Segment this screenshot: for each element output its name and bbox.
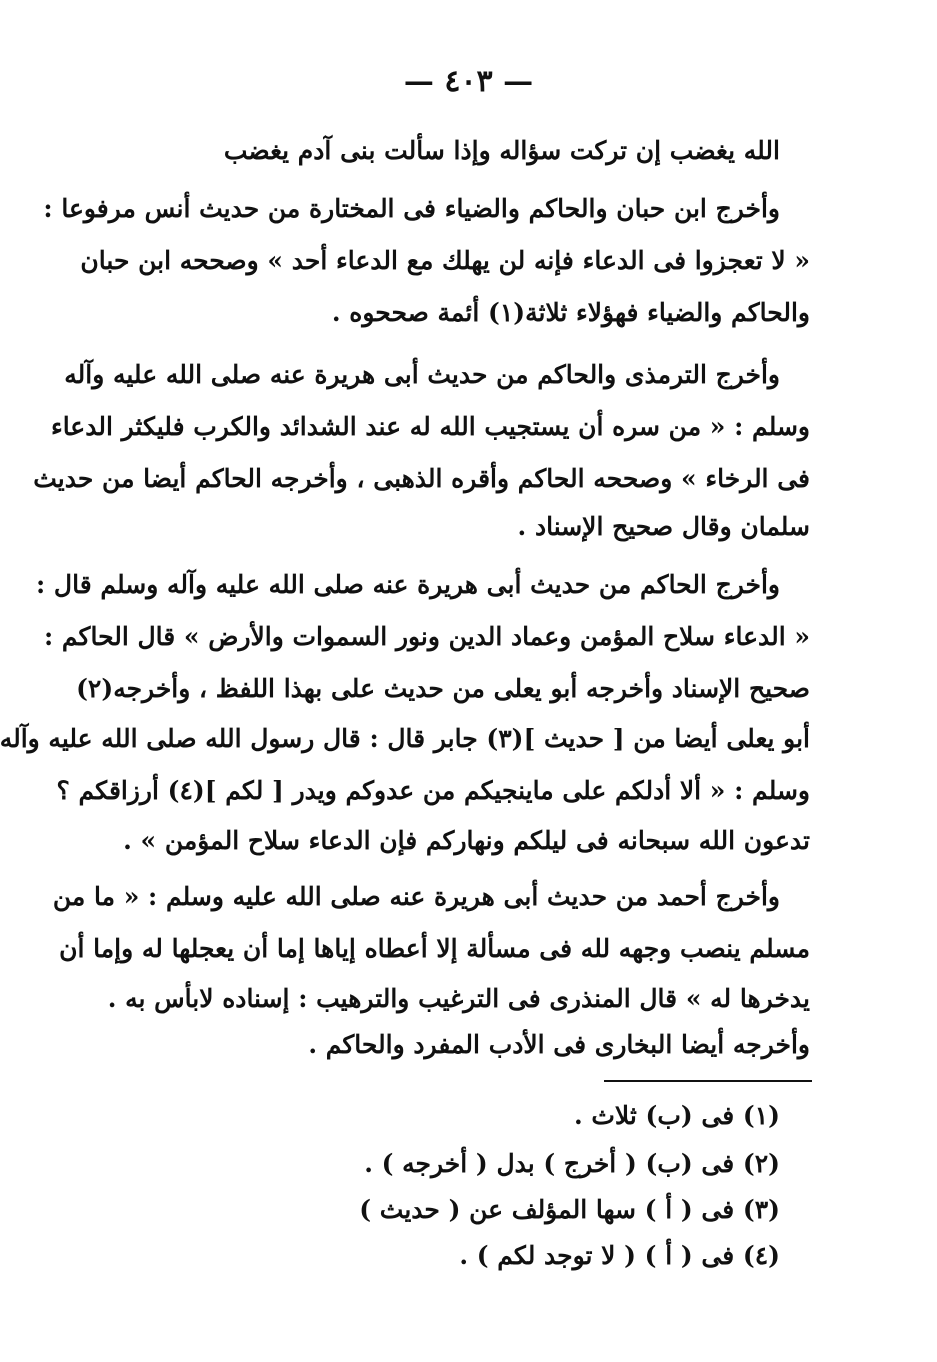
footnote: (٢) فى (ب) ( أخرج ) بدل ( أخرجه ) . bbox=[364, 1149, 780, 1178]
footnote: (٣) فى ( أ ) سها المؤلف عن ( حديث ) bbox=[359, 1195, 780, 1224]
text-line: وأخرج ابن حبان والحاكم والضياء فى المختارة من حديث أنس مرفوعا : bbox=[43, 194, 780, 223]
text-line: صحيح الإسناد وأخرجه أبو يعلى من حديث على بهذا اللفظ ، وأخرجه(٢) bbox=[76, 674, 810, 703]
text-line: وأخرجه أيضا البخارى فى الأدب المفرد والحاكم . bbox=[308, 1030, 810, 1059]
footnote: (١) فى (ب) ثلاث . bbox=[573, 1101, 780, 1130]
text-line: تدعون الله سبحانه فى ليلكم ونهاركم فإن الدعاء سلاح المؤمن » . bbox=[123, 826, 810, 855]
text-line: مسلم ينصب وجهه لله فى مسألة إلا أعطاه إياها إما أن يعجلها له وإما أن bbox=[59, 934, 810, 963]
text-line: وأخرج الترمذى والحاكم من حديث أبى هريرة عنه صلى الله عليه وآله bbox=[64, 360, 780, 389]
text-line: « الدعاء سلاح المؤمن وعماد الدين ونور السموات والأرض » قال الحاكم : bbox=[43, 622, 810, 651]
text-line: وأخرج أحمد من حديث أبى هريرة عنه صلى الله عليه وسلم : « ما من bbox=[52, 882, 780, 911]
footnote-separator bbox=[604, 1080, 812, 1082]
footnote: (٤) فى ( أ ) ( لا توجد لكم ) . bbox=[459, 1241, 780, 1270]
text-line: فى الرخاء » وصححه الحاكم وأقره الذهبى ، وأخرجه الحاكم أيضا من حديث bbox=[33, 464, 810, 493]
text-line: وسلم : « من سره أن يستجيب الله له عند الشدائد والكرب فليكثر الدعاء bbox=[50, 412, 810, 441]
text-line: يدخرها له » قال المنذرى فى الترغيب والترهيب : إسناده لابأس به . bbox=[107, 984, 810, 1013]
text-line: وأخرج الحاكم من حديث أبى هريرة عنه صلى الله عليه وآله وسلم قال : bbox=[35, 570, 780, 599]
text-line: « لا تعجزوا فى الدعاء فإنه لن يهلك مع الدعاء أحد » وصححه ابن حبان bbox=[80, 246, 810, 275]
text-line: أبو يعلى أيضا من [ حديث ](٣) جابر قال : قال رسول الله صلى الله عليه وآله bbox=[0, 724, 810, 753]
text-line: والحاكم والضياء فهؤلاء ثلاثة(١) أئمة صححوه . bbox=[331, 298, 810, 327]
text-line: وسلم : « ألا أدلكم على ماينجيكم من عدوكم ويدر [ لكم ](٤) أرزاقكم ؟ bbox=[56, 776, 810, 805]
text-line: سلمان وقال صحيح الإسناد . bbox=[517, 512, 810, 541]
text-line: الله يغضب إن تركت سؤاله وإذا سألت بنى آدم يغضب bbox=[223, 136, 780, 165]
page-number: — ٤٠٣ — bbox=[403, 64, 534, 99]
